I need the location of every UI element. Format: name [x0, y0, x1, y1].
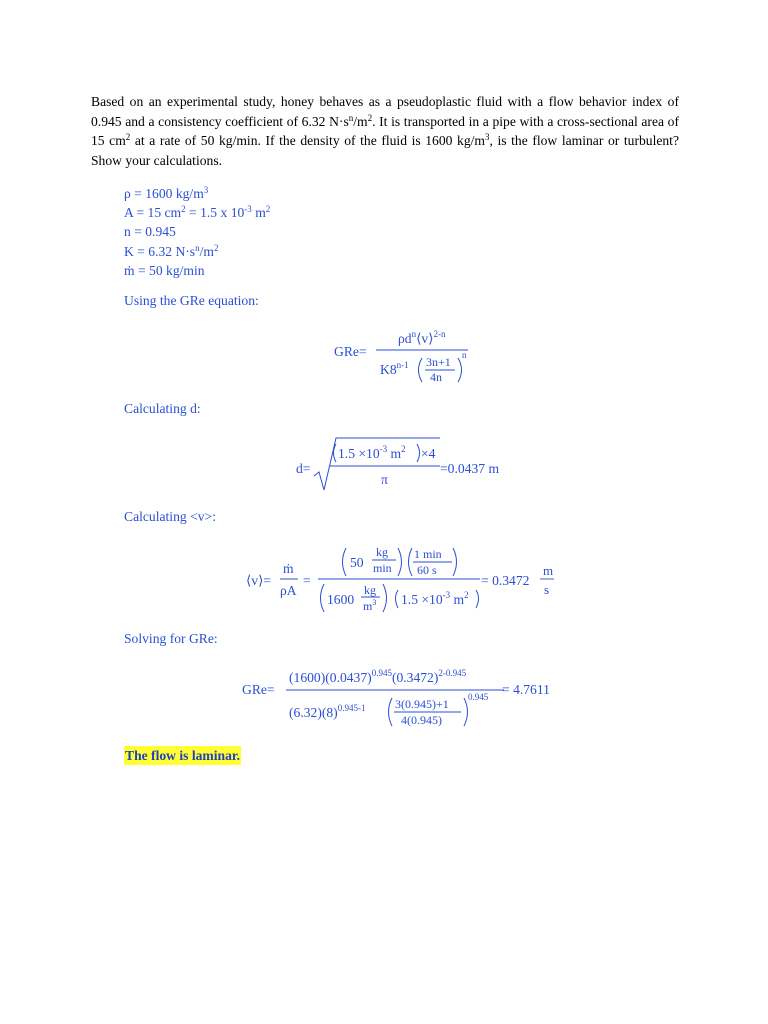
superscript: 2 [265, 204, 271, 215]
eq2-times4: ×4 [421, 446, 436, 461]
eq3-unit-s: s [544, 582, 550, 597]
eq3-equals: = [303, 573, 311, 588]
superscript: 2 [181, 204, 186, 215]
eq2-result: =0.0437 m [440, 461, 500, 476]
superscript: 2 [401, 444, 406, 454]
v-equation [240, 542, 570, 620]
paren-right [453, 548, 457, 576]
given-k-text: K = 6.32 N·s [124, 243, 196, 259]
given-k [124, 242, 270, 261]
eq4-result: = 4.7611 [502, 682, 550, 697]
eq1-num-v: ⟨v⟩ [416, 331, 434, 346]
eq4-numerator [289, 668, 467, 686]
given-n: n = 0.945 [124, 224, 176, 240]
problem-statement [91, 92, 679, 170]
superscript: 0.945 [468, 692, 489, 702]
eq2-num-m: m [387, 446, 402, 461]
given-k-text: /m [199, 243, 214, 259]
eq4-num-b: (0.3472) [391, 670, 439, 685]
eq1-inner-den: 4n [430, 370, 442, 384]
superscript: 2 [367, 112, 373, 123]
superscript: 2 [125, 132, 131, 142]
superscript: -3 [379, 444, 388, 454]
problem-text-2: . It is transported in a pipe with a cross-sectional area of 15 cm [91, 113, 679, 148]
superscript: n [411, 329, 417, 339]
paren-left [389, 698, 393, 726]
superscript: 0.945 [371, 668, 392, 678]
paren-right [417, 444, 420, 462]
eq3-kg2: kg [364, 583, 376, 597]
paren-right [464, 698, 468, 726]
eq3-area [401, 590, 469, 607]
eq3-sixteen: 1600 [327, 592, 355, 607]
eq1-den-k: K8 [380, 362, 397, 377]
problem-text-1b: /m [353, 113, 368, 129]
superscript: n-1 [396, 360, 409, 370]
paren-left [409, 548, 413, 576]
given-values [124, 184, 270, 280]
superscript: 2-n [433, 329, 446, 339]
eq3-result: = 0.3472 [481, 573, 530, 588]
eq4-den-a: (6.32)(8) [289, 705, 338, 720]
eq3-sixty-s: 60 s [417, 563, 437, 577]
superscript: n [348, 112, 354, 123]
eq3-one-min: 1 min [414, 547, 442, 561]
eq3-m3 [363, 598, 376, 613]
gre-equation [320, 322, 490, 388]
given-area-text: A = 15 cm [124, 205, 182, 221]
d-equation [290, 432, 520, 496]
eq3-unit-m: m [543, 563, 554, 578]
superscript: 3 [203, 185, 209, 195]
given-density-text: ρ = 1600 kg/m [124, 186, 204, 201]
paren-left [419, 358, 423, 382]
eq3-kg: kg [376, 545, 388, 559]
paren-right [476, 590, 479, 608]
eq3-fifty: 50 [350, 555, 364, 570]
paren-right [458, 358, 462, 382]
eq3-mdot: ṁ [283, 561, 294, 576]
eq3-m3-text: m [363, 599, 373, 613]
superscript: 3 [372, 598, 377, 607]
eq1-inner-num: 3n+1 [426, 355, 451, 369]
eq1-numerator [398, 329, 446, 346]
superscript: n [195, 242, 200, 253]
given-mass-flow: ṁ = 50 kg/min [124, 262, 205, 278]
superscript: 0.945-1 [337, 703, 366, 713]
eq3-area-text: 1.5 ×10 [401, 592, 443, 607]
paren-right [398, 548, 402, 576]
superscript: 2 [464, 590, 469, 600]
eq2-pi: π [381, 472, 388, 487]
given-area-text: m [251, 205, 266, 221]
superscript: -3 [442, 590, 451, 600]
superscript: 3 [484, 132, 490, 142]
paren-left [321, 584, 325, 612]
label-gre-equation: Using the GRe equation: [124, 293, 259, 308]
eq4-lhs: GRe= [242, 682, 275, 697]
eq4-denominator [289, 703, 365, 721]
eq1-num-rho-d: ρd [398, 331, 412, 346]
paren-left [396, 590, 399, 608]
conclusion-highlight: The flow is laminar. [125, 748, 241, 763]
eq1-denominator [380, 360, 409, 377]
gre-calculation [236, 660, 576, 732]
given-density [124, 184, 270, 203]
label-calc-d: Calculating d: [124, 401, 201, 416]
paren-left [343, 548, 347, 576]
label-solve-gre: Solving for GRe: [124, 631, 218, 646]
problem-text-3: at a rate of 50 kg/min. If the density of the fluid is 1600 kg/m [130, 133, 485, 148]
eq3-rhoA: ρA [280, 583, 297, 598]
eq2-numerator [338, 444, 406, 461]
superscript: 2-0.945 [438, 668, 467, 678]
problem-text-4: , is the flow laminar or turbulent? Show your calculations. [91, 133, 679, 168]
eq2-lhs: d= [296, 461, 311, 476]
eq2-num: 1.5 ×10 [338, 446, 380, 461]
eq3-area-m: m [450, 592, 465, 607]
superscript: 2 [213, 242, 219, 253]
problem-text-1: Based on an experimental study, honey behaves as a pseudoplastic fluid with a flow behavior index of 0.945 and a consistency coefficient of 6.32 N·s [91, 94, 679, 129]
given-area-text: = 1.5 x 10 [185, 205, 245, 221]
superscript: -3 [244, 204, 252, 215]
label-calc-v: Calculating <v>: [124, 509, 216, 524]
eq1-lhs: GRe= [334, 344, 367, 359]
eq4-inner-den: 4(0.945) [401, 713, 442, 727]
superscript: n [462, 350, 467, 360]
eq4-inner-num: 3(0.945)+1 [395, 697, 449, 711]
eq3-lhs: ⟨v⟩= [246, 573, 272, 588]
eq4-num-a: (1600)(0.0437) [289, 670, 372, 685]
paren-right [383, 584, 387, 612]
given-area [124, 203, 270, 222]
eq3-min: min [373, 561, 392, 575]
